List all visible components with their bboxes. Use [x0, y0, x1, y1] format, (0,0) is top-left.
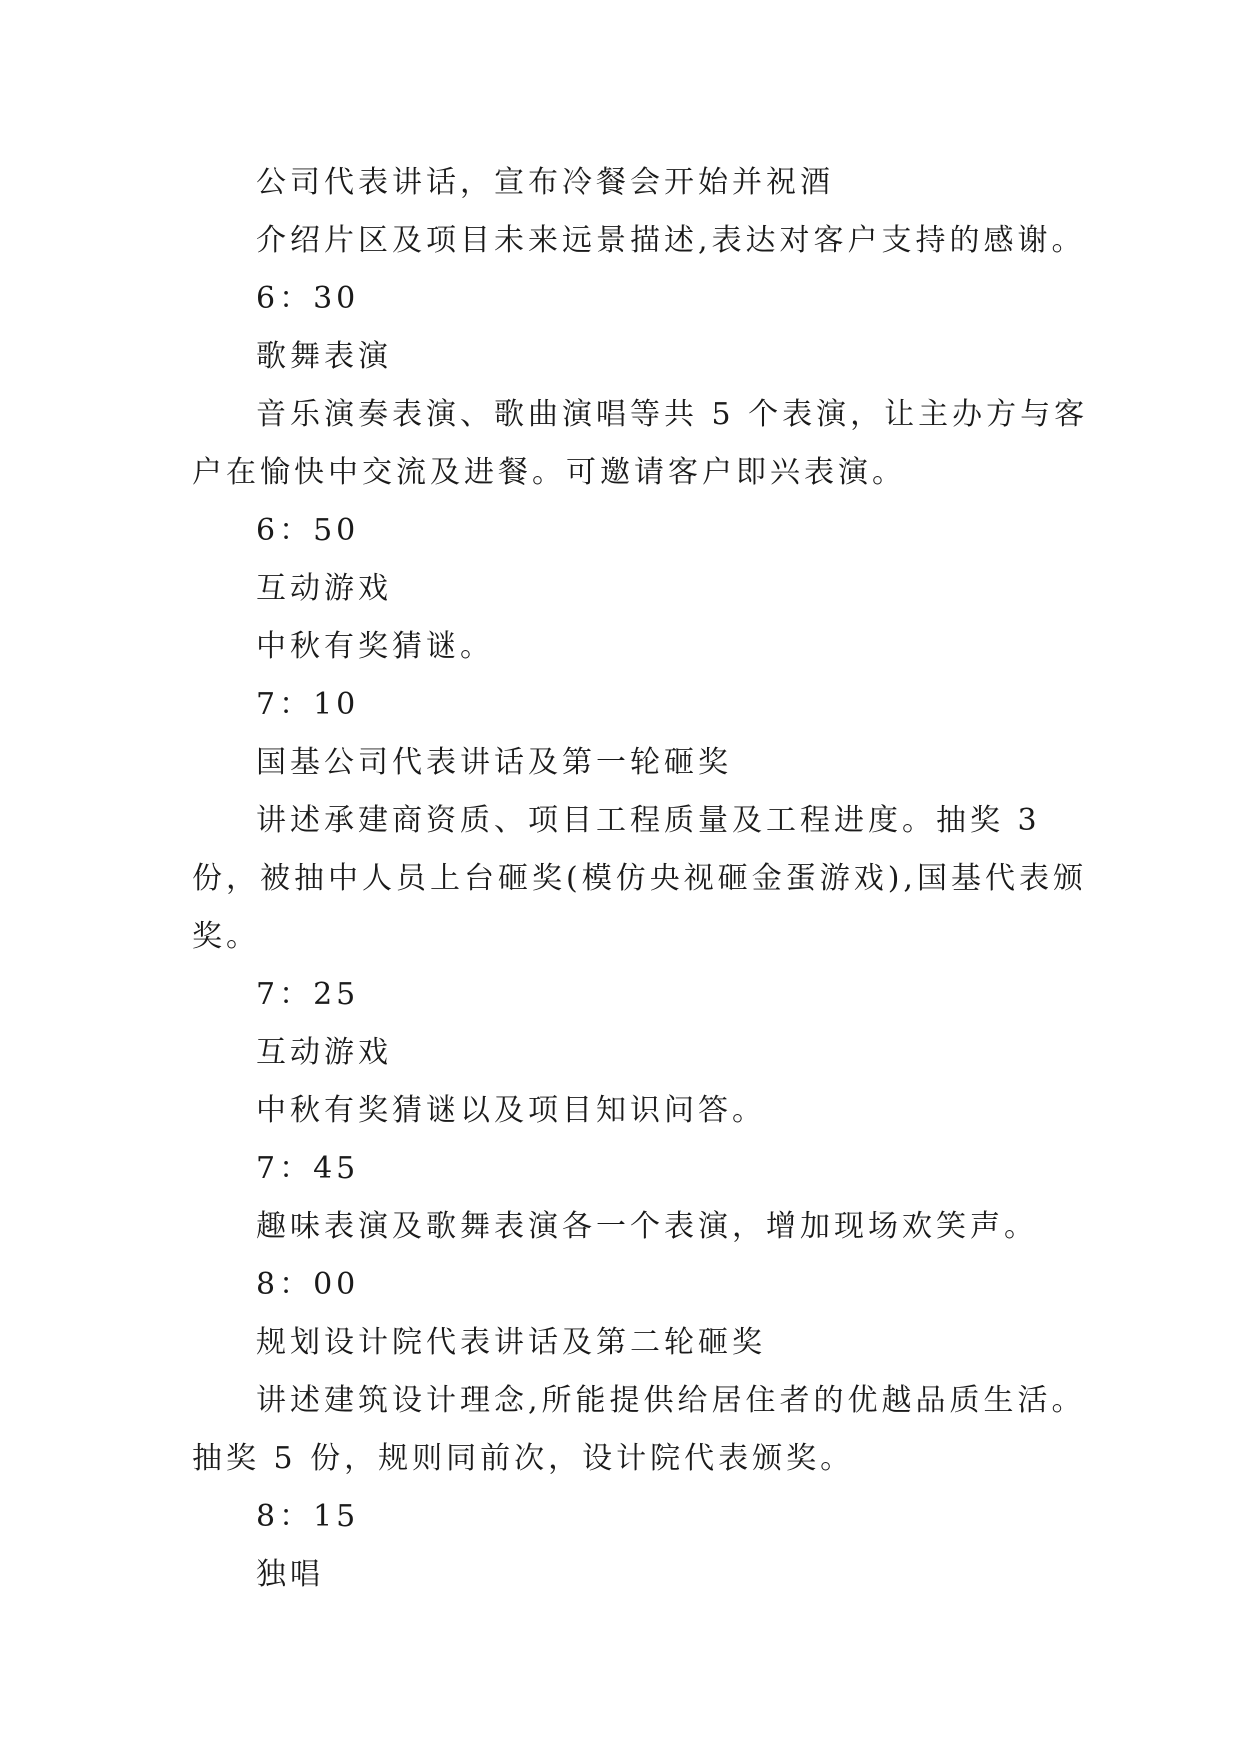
section-heading: 规划设计院代表讲话及第二轮砸奖: [256, 1325, 766, 1360]
paragraph: 中秋有奖猜谜。: [256, 629, 494, 664]
paragraph: 中秋有奖猜谜以及项目知识问答。: [256, 1093, 766, 1128]
paragraph: 讲述建筑设计理念,所能提供给居住者的优越品质生活。抽奖 5 份，规则同前次，设计院代表颁奖。: [192, 1383, 1086, 1476]
paragraph: 介绍片区及项目未来远景描述,表达对客户支持的感谢。: [256, 223, 1086, 258]
section-heading: 互动游戏: [256, 1035, 392, 1070]
section-heading: 互动游戏: [256, 571, 392, 606]
paragraph: 讲述承建商资质、项目工程质量及工程进度。抽奖 3 份，被抽中人员上台砸奖(模仿央视砸金蛋游戏),国基代表颁奖。: [192, 803, 1087, 954]
time-label: 7：25: [256, 977, 360, 1012]
time-label: 8：00: [256, 1267, 360, 1302]
time-label: 8：15: [256, 1499, 360, 1534]
time-label: 6：50: [256, 513, 360, 548]
section-heading: 歌舞表演: [256, 339, 392, 374]
section-heading: 独唱: [256, 1557, 324, 1592]
time-label: 7：45: [256, 1151, 360, 1186]
time-label: 6：30: [256, 281, 360, 316]
paragraph: 音乐演奏表演、歌曲演唱等共 5 个表演，让主办方与客户在愉快中交流及进餐。可邀请客户即兴表演。: [192, 397, 1089, 490]
document-body: [192, 154, 1092, 1604]
paragraph: 公司代表讲话，宣布冷餐会开始并祝酒: [256, 165, 834, 200]
section-heading: 国基公司代表讲话及第一轮砸奖: [256, 745, 732, 780]
time-label: 7：10: [256, 687, 360, 722]
paragraph: 趣味表演及歌舞表演各一个表演，增加现场欢笑声。: [256, 1209, 1038, 1244]
